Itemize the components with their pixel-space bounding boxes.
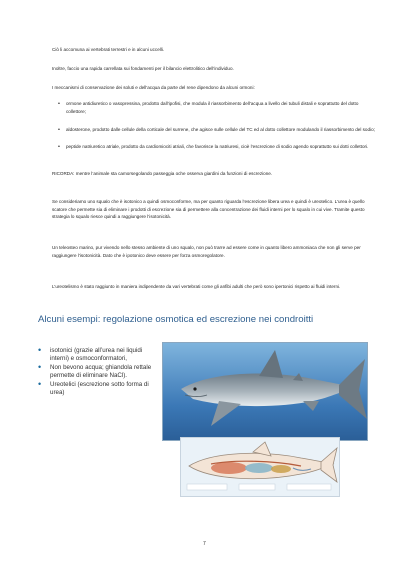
bullet-icon: • [58, 127, 60, 133]
figure-bullet: • Non bevono acqua; ghiandola rettale permette di eliminare NaCl). [38, 362, 152, 379]
bullet-aldosterone: • aldosterone, prodotto dalle cellule della corticale del surrene, che agisce sulle cellule del TC ed al dotto collettore modulando il riassorbimento del sodio; [58, 127, 375, 133]
paragraph-intro: Ciò li accomuna ai vertebrati terrestri e in alcuni uccelli. [52, 47, 165, 52]
paragraph-ureotelismo: L’ureotelismo è stato raggiunto in maniera indipendente da vari vertebrati come gli anfibi adulti che però sono ipertonici rispetto ai fluidi interni. [52, 284, 341, 289]
figure-bullet: • isotonici (grazie all’urea nei liquidi interni) e osmoconformatori, [38, 345, 143, 362]
bullet-peptide: • peptide natriuretico atriale, prodotto da cardiomiociti atriali, che favorisce la natriuresi, cioè l’escrezione di sodio agendo soprattutto sui dotti collettori. [58, 144, 369, 150]
figure-bullet: • Ureotelici (escrezione sotto forma di urea) [38, 379, 149, 396]
shark-anatomy-diagram-icon [180, 437, 340, 497]
shark-photo [163, 343, 367, 440]
shark-photo-icon [162, 342, 368, 441]
bullet-icon: • [38, 379, 42, 389]
bullet-icon: • [38, 362, 42, 372]
bullet-icon: • [38, 345, 42, 355]
bullet-vasopressina: • ormone antidiuretico o vasopressina, prodotto dall’ipofisi, che modula il riassorbimento dell’acqua a livello dei tubuli distali e soprattutto del dotto collettore; [58, 101, 359, 115]
bullet-icon: • [58, 144, 60, 150]
paragraph-ormoni: I meccanismi di conservazione dei soluti e dell’acqua da parte del rene dipendono da alcuni ormoni: [52, 85, 255, 90]
paragraph-teleosteo: Un teleosteo marino, pur vivendo nello stesso ambiente di uno squalo, non può trarre ad essere come in quanto libero ammoniaca che non gli serve per raggiungere l’isotonicità. Dato che è ipotonico deve essere per forza osmoregolatore. [52, 245, 361, 258]
paragraph-ricorda: RICORDA: mentre l’animale sta camorsegolando passeggia oche osserva giardini da funzioni di escrezione. [52, 171, 273, 176]
figure-condroitti [30, 311, 367, 498]
page-number: 7 [203, 541, 206, 547]
figure-bullet-list [38, 347, 162, 398]
bullet-icon: • [58, 101, 60, 107]
paragraph-carrellata: Inoltre, faccio una rapida carrellata sui fondamenti per il bilancio elettrolitico dell’individuo. [52, 66, 234, 71]
paragraph-squalo: Se consideriamo uno squalo che è isotonico a quindi osmoconforme, ma per quanto riguarda l’escrezione libera urea e quindi è ureotelico. L’urea è quello scatore che permette sia di eliminare i prodotti di escrezione sia di permettere alla concentrazione dei fluidi interni per lo squalo in cui vive. Tramite questo strategia lo squalo riesce quindi a raggiungere l’isotonicità. [52, 199, 365, 220]
figure-title: Alcuni esempi: regolazione osmotica ed escrezione nei condroitti [38, 314, 314, 325]
shark-anatomy-diagram [181, 438, 339, 496]
